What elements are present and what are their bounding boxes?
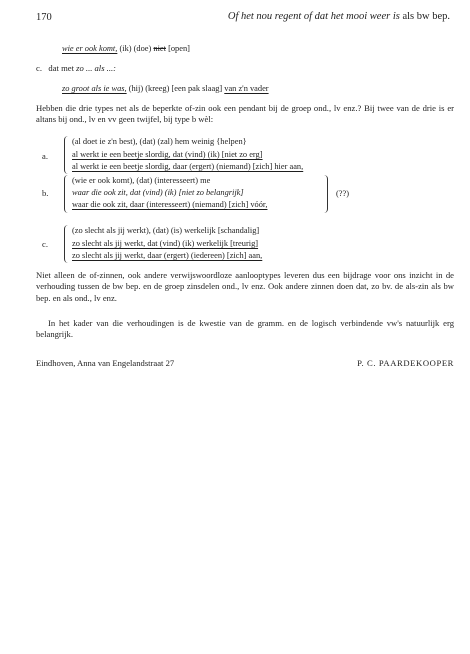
group-a-line-3: al werkt ie een beetje slordig, daar (ergert) (niemand) [zich] hier aan, (72, 162, 304, 171)
group-b-line-1: (wie er ook komt), (dat) (interesseert) me (72, 176, 211, 185)
group-c-label: c. (42, 239, 48, 249)
example-c1-clause: zo groot als ie was, (62, 84, 127, 93)
group-b-right-brace (322, 175, 328, 213)
group-c-line-3: zo slecht als jij werkt, daar (ergert) (iedereen) [zich] aan, (72, 251, 263, 260)
example-top (62, 43, 190, 54)
running-title-italic: Of het nou regent of dat het mooi weer is (227, 11, 400, 22)
signature-author: P. C. PAARDEKOOPER (357, 358, 454, 368)
group-a-label: a. (42, 151, 48, 161)
group-b-label: b. (42, 188, 49, 198)
group-c-line-1: (zo slecht als jij werkt), (dat) (is) werkelijk [schandalig] (72, 226, 260, 235)
running-title (228, 11, 450, 22)
group-b-line-2: waar die ook zit, dat (vind) (ik) [niet zo belangrijk] (72, 188, 244, 197)
example-c1 (62, 83, 269, 94)
example-top-rest2: [open] (168, 44, 190, 53)
section-c-label: c. (36, 63, 42, 73)
running-title-roman: als bw bep. (402, 11, 450, 22)
example-top-niet: niet (153, 44, 166, 53)
page-number: 170 (36, 12, 52, 23)
group-a-line-2: al werkt ie een beetje slordig, dat (vind) (ik) [niet zo erg] (72, 150, 263, 159)
signature-place: Eindhoven, Anna van Engelandstraat 27 (36, 358, 175, 368)
group-b-brace (64, 175, 70, 213)
section-c-intro: dat met (48, 63, 74, 73)
example-top-clause: wie er ook komt, (62, 44, 118, 53)
section-c-heading (36, 63, 116, 73)
section-c-zo-als: zo ... als ...: (76, 63, 116, 73)
paragraph-1: Hebben die drie types net als de beperkte of-zin ook een pendant bij de groep ond., lv enz.? Bij twee van de drie is er altans bij ond., lv en vv geen twijfel, bij type b wèl: (36, 103, 454, 125)
paragraph-2: Niet alleen de of-zinnen, ook andere verwijswoordloze aanlooptypes leveren dus een bijdrage voor ons inzicht in de verhouding tussen de bw bep. en de groep zinsdelen ond., lv enz. Ook andere zinnen doen dat, zo bv. de als-zin als bw bep. en als ond., lv enz. (36, 270, 454, 303)
group-a-brace (64, 136, 70, 174)
example-c1-middle: (hij) (kreeg) [een pak slaag] (128, 84, 223, 93)
group-b-line-3: waar die ook zit, daar (interesseert) (niemand) [zich] vóór, (72, 200, 268, 209)
group-a-line-1: (al doet ie z'n best), (dat) (zal) hem weinig {helpen} (72, 137, 247, 146)
group-c-brace (64, 225, 70, 263)
group-b-note: (??) (336, 189, 350, 198)
example-c1-tail: van z'n vader (224, 84, 269, 93)
paragraph-3: In het kader van die verhoudingen is de kwestie van de gramm. en de logisch verbindende vw's natuurlijk erg belangrijk. (36, 318, 454, 340)
example-top-rest1: (ik) (doe) (119, 44, 152, 53)
group-c-line-2: zo slecht als jij werkt, dat (vind) (ik) werkelijk [treurig] (72, 239, 259, 248)
